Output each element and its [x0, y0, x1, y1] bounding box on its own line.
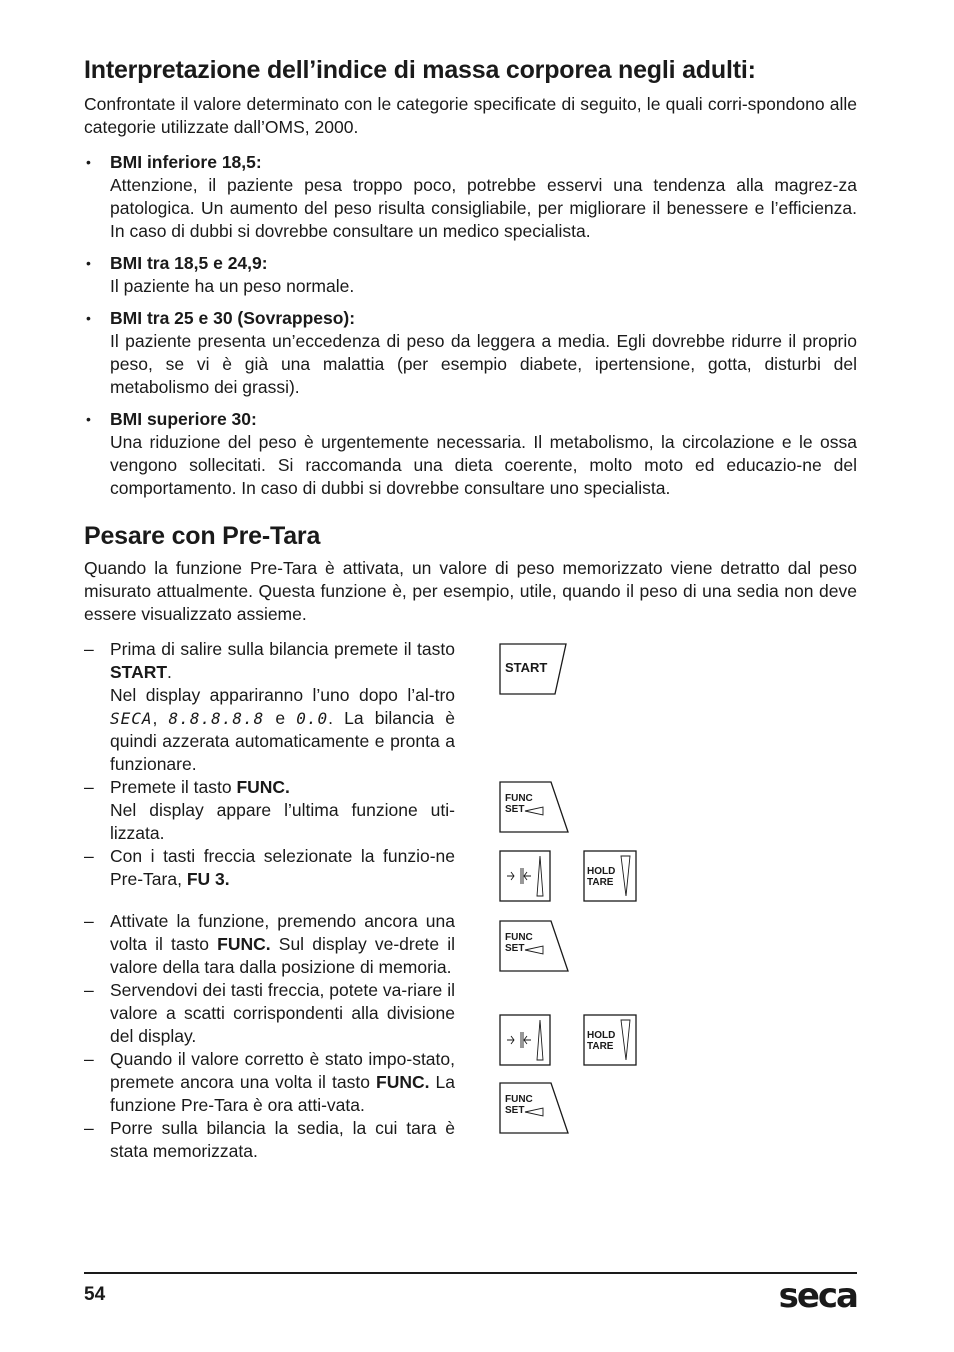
- bmi-category-item: [84, 252, 857, 298]
- step-key-name: FUNC.: [217, 934, 271, 954]
- step-item: – Servendovi dei tasti freccia, potete va-riare il valore a scatti corrispondenti alla divisione del display.: [84, 979, 455, 1048]
- bmi-category-desc: Il paziente ha un peso normale.: [110, 276, 355, 296]
- step-text: ,: [152, 708, 169, 728]
- set-key-label: SET: [505, 1105, 525, 1116]
- step-text: Prima di salire sulla bilancia premete il tasto: [110, 639, 455, 659]
- hold-tare-key-icon: [583, 850, 637, 902]
- step-text: La funzione Pre-Tara è ora atti-vata.: [110, 1072, 456, 1115]
- step-text: Quando il valore corretto è stato impo-stato, premete ancora una volta il tasto: [110, 1049, 455, 1092]
- step-item: – Porre sulla bilancia la sedia, la cui tara è stata memorizzata.: [84, 1117, 455, 1163]
- lcd-text: SECA: [110, 709, 153, 728]
- steps-column: [84, 638, 455, 1163]
- hold-tare-key-icon: [583, 1014, 637, 1066]
- bmi-category-item: [84, 408, 857, 500]
- section-title-pretara: Pesare con Pre-Tara: [84, 522, 321, 550]
- lcd-text: 0.0: [296, 709, 329, 728]
- bmi-category-term: • BMI inferiore 18,5:: [110, 152, 262, 172]
- step-item: [84, 910, 455, 979]
- set-key-label: SET: [505, 804, 525, 815]
- start-key-label: START: [505, 660, 548, 675]
- pretara-steps: [84, 638, 857, 1218]
- hold-key-label: HOLD: [587, 1030, 616, 1041]
- step-detail: [84, 684, 455, 776]
- step-text: . La bilancia è quindi azzerata automaticamente e pronta a funzionare.: [110, 708, 455, 774]
- hold-key-label: HOLD: [587, 866, 616, 877]
- page-content: [84, 56, 857, 1218]
- bmi-category-item: [84, 151, 857, 243]
- step-text: Nel display appariranno l’uno dopo l’al-tro: [110, 685, 455, 705]
- step-text: Con i tasti freccia selezionate la funzio-ne Pre-Tara,: [110, 846, 455, 889]
- bmi-category-term: • BMI superiore 30:: [110, 409, 257, 429]
- step-item: [84, 638, 455, 684]
- step-item: [84, 1048, 455, 1117]
- step-text: .: [167, 662, 172, 682]
- bmi-category-term: • BMI tra 25 e 30 (Sovrappeso):: [110, 308, 356, 328]
- bmi-category-item: [84, 307, 857, 399]
- arrow-key-icon: [499, 850, 551, 902]
- func-key-label: FUNC: [505, 793, 533, 804]
- tare-key-label: TARE: [587, 877, 614, 888]
- func-set-key-icon: [499, 1082, 569, 1134]
- step-key-name: START: [110, 662, 168, 682]
- bmi-category-desc: Una riduzione del peso è urgentemente necessaria. Il metabolismo, la circolazione e le ossa vengono sollecitati. Si raccomanda una dieta coerente, molto moto ed educazio-ne del comportamento. In caso di dubbi si dovrebbe consultare uno specialista.: [110, 432, 857, 498]
- step-detail: Nel display appare l’ultima funzione uti-lizzata.: [110, 800, 455, 843]
- step-key-name: FUNC.: [236, 777, 290, 797]
- start-key-icon: [499, 643, 567, 695]
- bmi-intro: Confrontate il valore determinato con le categorie specificate di seguito, le quali corri-spondono alle categorie utilizzate dall’OMS, 2000.: [84, 94, 857, 137]
- section-title-bmi: Interpretazione dell’indice di massa corporea negli adulti:: [84, 56, 756, 84]
- step-text: Sul display ve-drete il valore della tara dalla posizione di memoria.: [110, 934, 455, 977]
- tare-key-label: TARE: [587, 1041, 614, 1052]
- pretara-intro: Quando la funzione Pre-Tara è attivata, un valore di peso memorizzato viene detratto dal peso misurato attualmente. Questa funzione è, per esempio, utile, quando il peso di una sedia non deve essere visualizzato assieme.: [84, 558, 857, 624]
- step-key-name: FU 3.: [186, 869, 230, 889]
- step-key-name: FUNC.: [376, 1072, 430, 1092]
- func-key-label: FUNC: [505, 1094, 533, 1105]
- step-text: Premete il tasto: [110, 777, 237, 797]
- bmi-category-desc: Attenzione, il paziente pesa troppo poco, potrebbe esservi una tendenza alla magrez-za patologica. Un aumento del peso risulta consigliabile, per migliorare il benessere e l’efficienza. In caso di dubbi si dovrebbe consultare un medico specialista.: [110, 175, 857, 241]
- lcd-text: 8.8.8.8.8: [168, 709, 265, 728]
- seca-logo: seca: [778, 1276, 857, 1316]
- step-item: [84, 845, 455, 891]
- page-number: 54: [84, 1284, 106, 1305]
- step-text: e: [264, 708, 297, 728]
- func-key-label: FUNC: [505, 932, 533, 943]
- func-set-key-icon: [499, 920, 569, 972]
- func-set-key-icon: [499, 781, 569, 833]
- set-key-label: SET: [505, 943, 525, 954]
- arrow-key-icon: [499, 1014, 551, 1066]
- step-text: Attivate la funzione, premendo ancora una volta il tasto: [110, 911, 455, 954]
- step-item: [84, 776, 455, 799]
- bmi-category-desc: Il paziente presenta un’eccedenza di peso da leggera a media. Egli dovrebbe ridurre il proprio peso, se vi è già una malattia (per esempio diabete, ipertensione, gotta, disturbi del metabolismo dei grassi).: [110, 331, 857, 397]
- page-footer: [84, 1272, 857, 1316]
- bmi-category-list: [84, 151, 857, 500]
- bmi-category-term: • BMI tra 18,5 e 24,9:: [110, 253, 268, 273]
